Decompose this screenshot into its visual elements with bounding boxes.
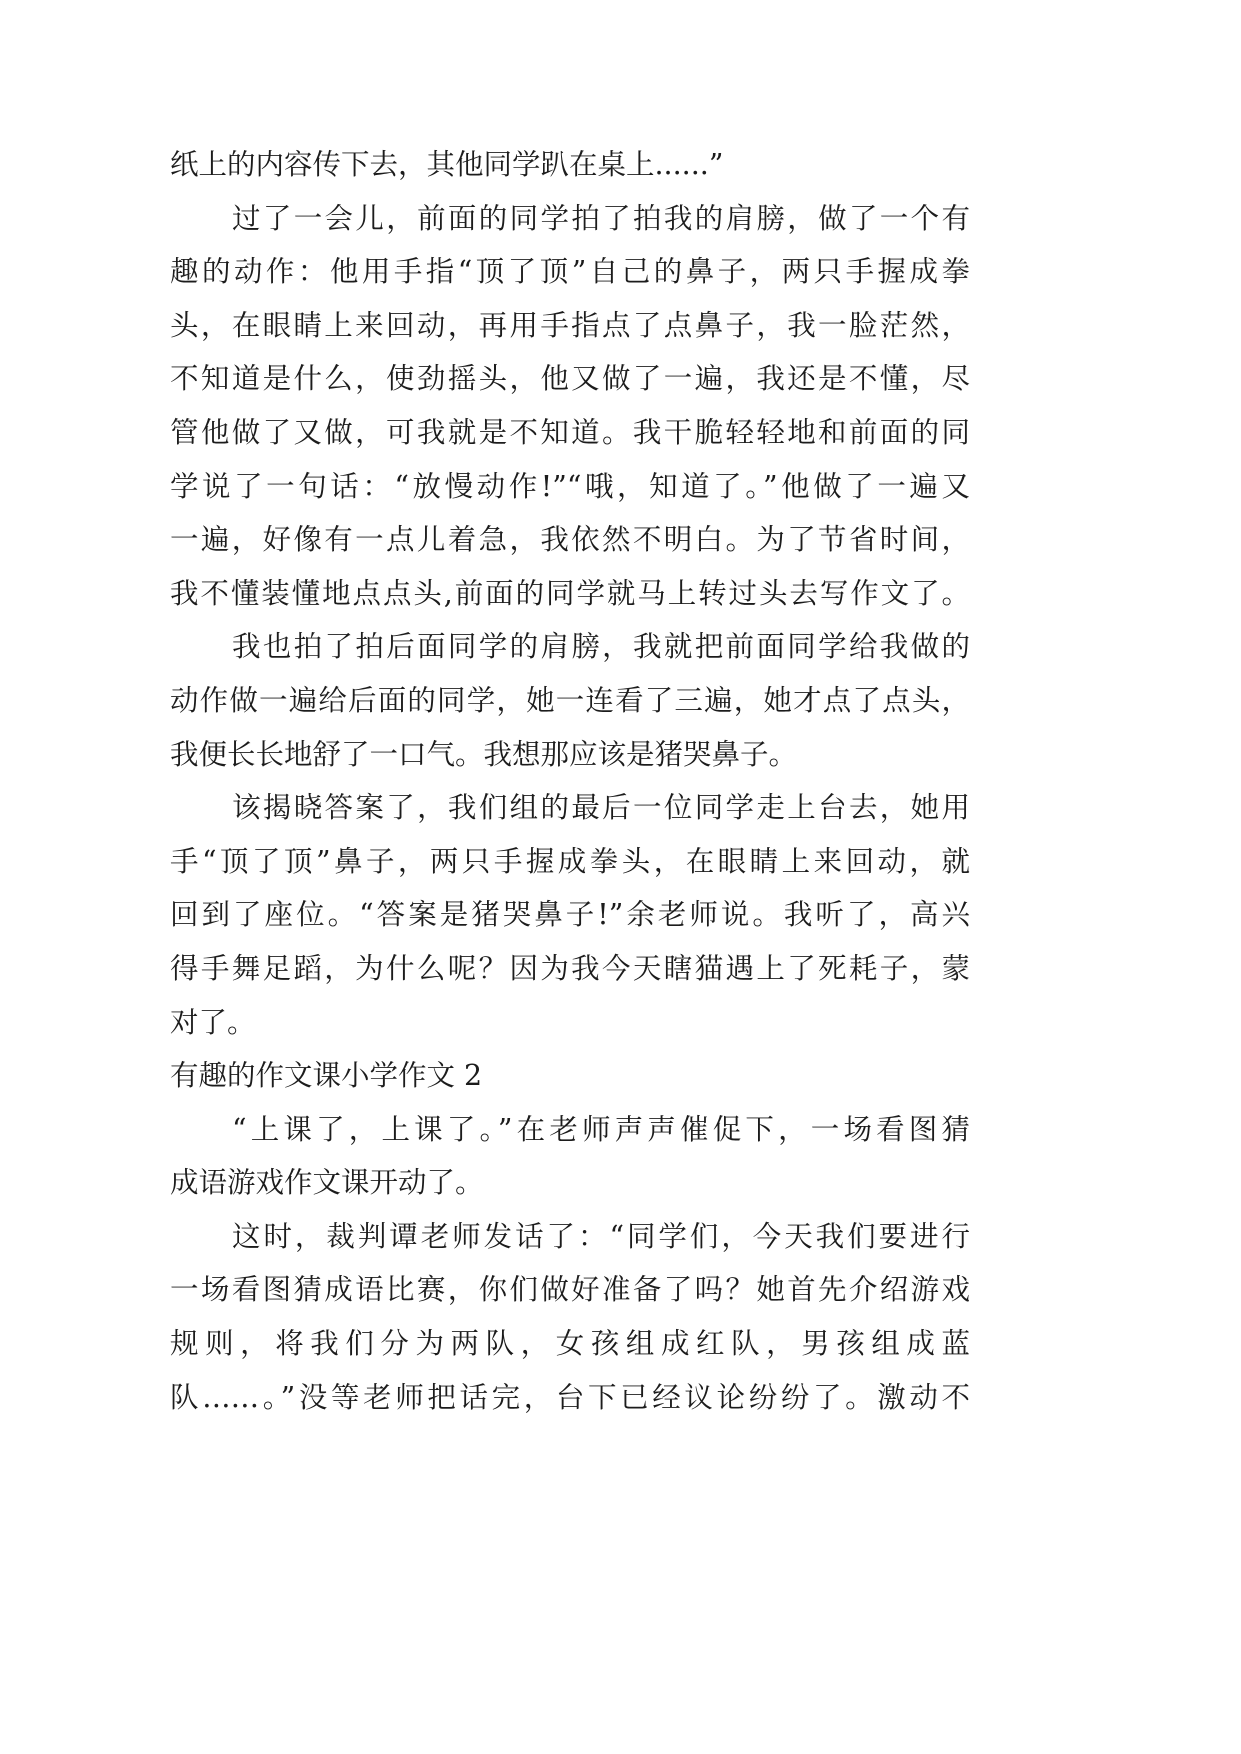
paragraph [170, 1103, 970, 1210]
text-line: 回到了座位。“答案是猪哭鼻子!”余老师说。我听了，高兴 [170, 898, 970, 932]
text-line: 队……。”没等老师把话完，台下已经议论纷纷了。激动不 [170, 1380, 970, 1414]
text-line: 得手舞足蹈，为什么呢？因为我今天瞎猫遇上了死耗子，蒙 [170, 951, 970, 985]
text-line: 一场看图猜成语比赛，你们做好准备了吗？她首先介绍游戏 [170, 1273, 970, 1307]
text-line: 该揭晓答案了，我们组的最后一位同学走上台去，她用 [232, 791, 970, 825]
text-line: 不知道是什么，使劲摇头，他又做了一遍，我还是不懂，尽 [170, 362, 970, 396]
text-line: 趣的动作：他用手指“顶了顶”自己的鼻子，两只手握成拳 [170, 255, 970, 289]
text-line: 对了。 [170, 1005, 256, 1039]
section-title: 有趣的作文课小学作文 2 [170, 1059, 483, 1093]
text-line: 成语游戏作文课开动了。 [170, 1166, 484, 1200]
text-line: “上课了，上课了。”在老师声声催促下，一场看图猜 [232, 1112, 970, 1146]
paragraph [170, 1210, 970, 1424]
text-line: 头，在眼睛上来回动，再用手指点了点鼻子，我一脸茫然， [170, 308, 970, 342]
text-line: 纸上的内容传下去，其他同学趴在桌上......” [170, 148, 724, 181]
paragraph [170, 192, 970, 621]
text-line: 动作做一遍给后面的同学，她一连看了三遍，她才点了点头， [170, 683, 970, 717]
text-line: 我也拍了拍后面同学的肩膀，我就把前面同学给我做的 [232, 630, 970, 664]
text-line: 管他做了又做，可我就是不知道。我干脆轻轻地和前面的同 [170, 415, 970, 449]
paragraph [170, 781, 970, 1049]
text-line: 一遍，好像有一点儿着急，我依然不明白。为了节省时间， [170, 523, 970, 557]
text-line: 手“顶了顶”鼻子，两只手握成拳头，在眼睛上来回动，就 [170, 844, 970, 878]
text-line: 规则，将我们分为两队，女孩组成红队，男孩组成蓝 [170, 1327, 970, 1361]
paragraph [170, 138, 970, 192]
text-line: 我便长长地舒了一口气。我想那应该是猪哭鼻子。 [170, 737, 798, 771]
paragraph [170, 620, 970, 781]
text-line: 过了一会儿，前面的同学拍了拍我的肩膀，做了一个有 [232, 201, 970, 235]
text-line: 我不懂装懂地点点头,前面的同学就马上转过头去写作文了。 [170, 576, 970, 610]
text-line: 这时，裁判谭老师发话了：“同学们，今天我们要进行 [232, 1219, 970, 1253]
document-body [170, 138, 970, 1424]
text-line: 学说了一句话：“放慢动作!”“哦，知道了。”他做了一遍又 [170, 469, 970, 503]
